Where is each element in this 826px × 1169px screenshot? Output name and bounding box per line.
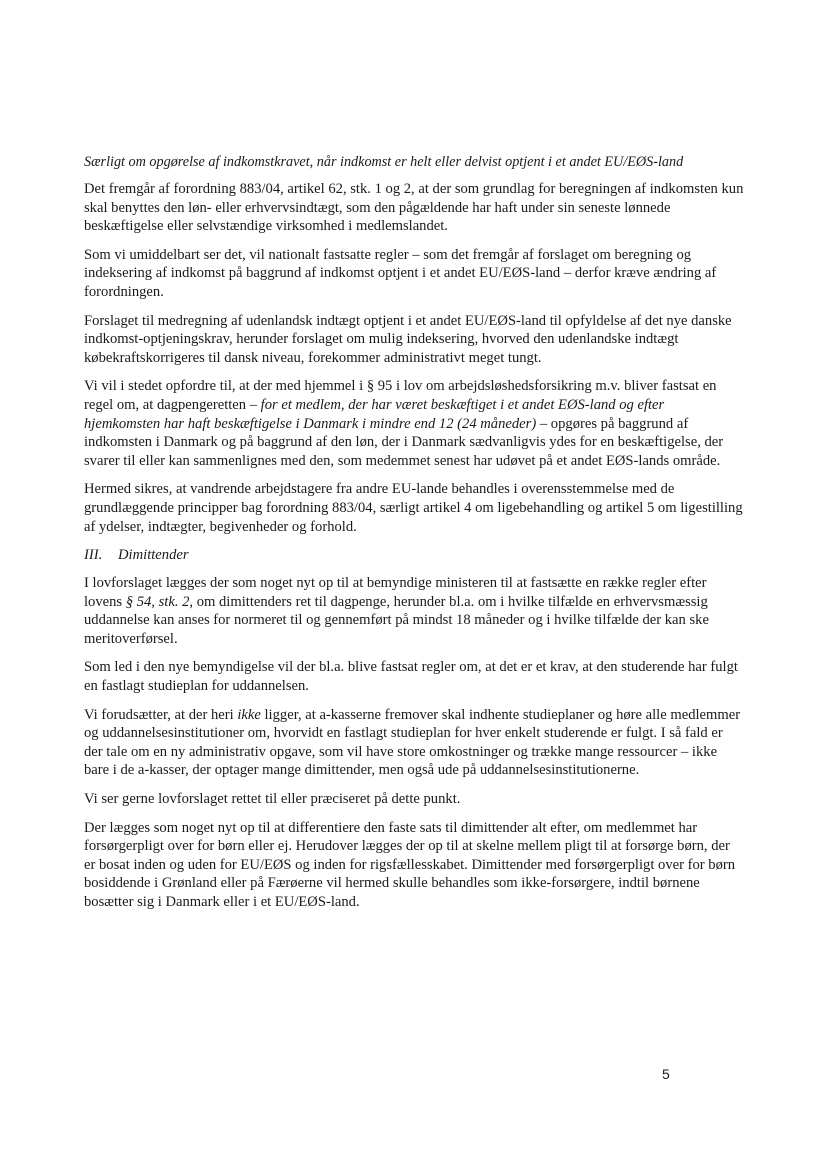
paragraph-assumption-end: ligger, at a-kasserne fremover skal indhente studieplaner og høre alle medlemmer og uddannelsesinstitutioner om, hvorvidt en fastlagt studieplan for hver enkelt studerende er fulgt. I så fald er der tale om en ny administrativ opgave, som vil have store omkostninger og trække mange ressourcer – ikke bare i de a-kasser, der optager mange dimittender, men også ude på uddannelsesinstitutionerne.: [84, 706, 741, 779]
paragraph-assumption-italic: ikke: [237, 706, 261, 723]
paragraph-assumption-start: Vi forudsætter, at der heri: [84, 706, 238, 723]
paragraph-recommendation-start: Vi vil i stedet opfordre til, at der med hjemmel i § 95 i lov om arbejdsløshedsforsikring m.v. bliver fastsat en regel om, at dagpengeretten –: [84, 378, 717, 413]
paragraph-assumption: [84, 706, 744, 780]
paragraph-clarification: Vi ser gerne lovforslaget rettet til eller præciseret på dette punkt.: [84, 791, 461, 808]
paragraph-migrant-workers: Hermed sikres, at vandrende arbejdstagere fra andre EU-lande behandles i overensstemmelse med de grundlæggende principper bag forordning 883/04, særligt artikel 4 om ligebehandling og artikel 5 om ligestilling af ydelser, indtægter, begivenheder og forhold.: [84, 481, 743, 535]
paragraph-regulation-basis: Det fremgår af forordning 883/04, artikel 62, stk. 1 og 2, at der som grundlag for beregningen af indkomsten kun skal benyttes den løn- eller erhvervsindtægt, som den pågældende har haft under sin seneste lønnede beskæftigelse eller selvstændige virksomhed i medlemslandet.: [84, 181, 744, 235]
paragraph-authorization: [84, 574, 744, 648]
paragraph-national-rules: Som vi umiddelbart ser det, vil nationalt fastsatte regler – som det fremgår af forslaget om beregning og indeksering af indkomst på baggrund af indkomst optjent i et andet EU/EØS-land – derfor kræve ændring af forordningen.: [84, 246, 717, 300]
section-heading: [84, 546, 744, 565]
paragraph-authorization-start: I lovforslaget lægges der som noget nyt op til at bemyndige ministeren til at fastsætte en række regler efter lovens: [84, 575, 707, 610]
section-number: III.: [84, 547, 103, 564]
paragraph-recommendation: [84, 377, 744, 470]
paragraph-graduate-rate: Der lægges som noget nyt op til at differentiere den faste sats til dimittender alt efter, om medlemmet har forsørgerpligt over for børn eller ej. Herudover lægges der op til at skelne mellem pligt til at forsørge børn, der er bosat inden og uden for EU/EØS og inden for rigsfællesskabet. Dimittender med forsørgerpligt over for børn bosiddende i Grønland eller på Færøerne vil hermed skulle behandles som ikke-forsørgere, indtil børnene bosætter sig i Danmark eller i et EU/EØS-land.: [84, 819, 736, 910]
paragraph-recommendation-italic: for et medlem, der har været beskæftiget i et andet EØS-land og efter hjemkomsten har haft beskæftigelse i Danmark i mindre end 12 (24 måneder): [84, 396, 665, 432]
paragraph-study-plan: Som led i den nye bemyndigelse vil der bl.a. blive fastsat regler om, at det er et krav, at den studerende har fulgt en fastlagt studieplan for uddannelsen.: [84, 659, 738, 695]
paragraph-foreign-income: Forslaget til medregning af udenlandsk indtægt optjent i et andet EU/EØS-land til opfyldelse af det nye danske indkomst-optjeningskrav, herunder forslaget om mulig indeksering, hvorved den udenlandske indtægt købekraftskorrigeres til dansk niveau, forekommer administrativt meget tungt.: [84, 312, 732, 366]
paragraph-authorization-end: om dimittenders ret til dagpenge, herunder bl.a. om i hvilke tilfælde en erhvervsmæssig uddannelse kan anses for normeret til og gennemført på mindst 18 måneder og i hvilke tilfælde der kan ske meritoverførsel.: [84, 593, 709, 647]
page-number: 5: [662, 1066, 670, 1082]
subsection-heading: Særligt om opgørelse af indkomstkravet, når indkomst er helt eller delvist optjent i et andet EU/EØS-land: [84, 154, 684, 170]
document-page: [84, 153, 744, 922]
section-title: Dimittender: [118, 547, 189, 564]
paragraph-authorization-italic: § 54, stk. 2,: [125, 593, 194, 610]
paragraph-recommendation-end: – opgøres på baggrund af indkomsten i Danmark og på baggrund af den løn, der i Danmark sædvanligvis ydes for en beskæftigelse, der svarer til eller kan sammenlignes med den, som medemmet senest har udøvet på et andet EØS-lands område.: [84, 415, 724, 469]
